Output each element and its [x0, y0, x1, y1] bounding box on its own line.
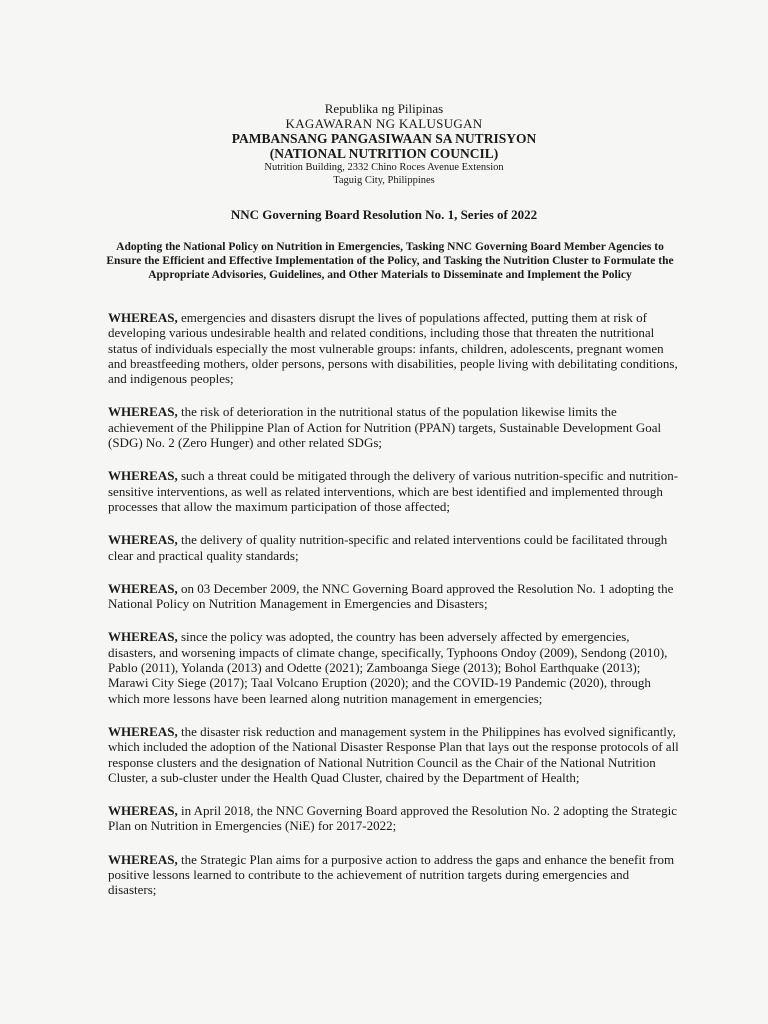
letterhead-address-line1: Nutrition Building, 2332 Chino Roces Avenue Extension — [264, 162, 504, 173]
whereas-keyword: WHEREAS, — [108, 310, 178, 325]
whereas-keyword: WHEREAS, — [108, 851, 178, 867]
document-body — [108, 310, 680, 916]
whereas-paragraph — [108, 724, 680, 785]
whereas-keyword: WHEREAS, — [108, 580, 178, 596]
letterhead-agency: PAMBANSANG PANGASIWAAN SA NUTRISYON — [231, 131, 537, 146]
whereas-keyword: WHEREAS, — [108, 629, 178, 645]
whereas-keyword: WHEREAS, — [108, 723, 178, 739]
paragraph-text: such a threat could be mitigated through the delivery of various nutrition-specific and nutrition-sensitive interventions, as well as related interventions, which are best identified and implemented through processes that allow the maximum participation of those affected; — [108, 468, 679, 514]
whereas-keyword: WHEREAS, — [108, 532, 178, 548]
whereas-keyword: WHEREAS, — [108, 404, 178, 420]
whereas-keyword: WHEREAS, — [108, 468, 178, 484]
paragraph-text: on 03 December 2009, the NNC Governing Board approved the Resolution No. 1 adopting the National Policy on Nutrition Management in Emergencies and Disasters; — [108, 580, 674, 612]
paragraph-text: since the policy was adopted, the country has been adversely affected by emergencies, disasters, and worsening impacts of climate change, specifically, Typhoons Ondoy (2009), Sendong (2010), Pablo (2011), Yolanda (2013) and Odette (2021); Zamboanga Siege (2013); Bohol Earthquake (2013); Marawi City Siege (2017); Taal Volcano Eruption (2020); and the COVID-19 Pandemic (2020), through which more lessons have been learned along nutrition management in emergencies; — [108, 629, 668, 706]
paragraph-text: the risk of deterioration in the nutritional status of the population likewise limits the achievement of the Philippine Plan of Action for Nutrition (PPAN) targets, Sustainable Development Goal (SDG) No. 2 (Zero Hunger) and other related SDGs; — [108, 404, 662, 451]
paragraph-text: emergencies and disasters disrupt the lives of populations affected, putting them at risk of developing various undesirable health and related conditions, including those that threaten the nutritional status of individuals especially the most vulnerable groups: infants, children, adolescents, pregnant women and breastfeeding mothers, older persons, persons with disabilities, people living with debilitating conditions, and indigenous peoples; — [108, 310, 678, 387]
letterhead-address-line2: Taguig City, Philippines — [333, 175, 435, 186]
paragraph-text: the disaster risk reduction and management system in the Philippines has evolved significantly, which included the adoption of the National Disaster Response Plan that lays out the response protocols of all response clusters and the designation of National Nutrition Council as the Chair of the National Nutrition Cluster, a sub-cluster under the Health Quad Cluster, chaired by the Department of Health; — [108, 723, 679, 785]
letterhead-country: Republika ng Pilipinas — [324, 101, 444, 116]
resolution-subject: Adopting the National Policy on Nutrition in Emergencies, Tasking NNC Governing Board Member Agencies to Ensure the Efficient and Effective Implementation of the Policy, and Tasking the Nutrition Cluster to Formulate the Appropriate Advisories, Guidelines, and Other Materials to Disseminate and Implement the Policy — [106, 241, 674, 281]
whereas-paragraph — [108, 310, 680, 386]
whereas-paragraph — [108, 803, 680, 834]
paragraph-text: the delivery of quality nutrition-specific and related interventions could be facilitated through clear and practical quality standards; — [108, 532, 668, 563]
whereas-paragraph — [108, 852, 680, 898]
paragraph-text: the Strategic Plan aims for a purposive action to address the gaps and enhance the benefit from positive lessons learned to contribute to the achievement of nutrition targets during emergencies and disasters; — [108, 851, 675, 898]
whereas-paragraph — [108, 532, 680, 563]
whereas-paragraph — [108, 468, 680, 514]
resolution-title: NNC Governing Board Resolution No. 1, Series of 2022 — [230, 207, 538, 222]
whereas-paragraph — [108, 629, 680, 705]
letterhead-department: KAGAWARAN NG KALUSUGAN — [285, 116, 483, 131]
paragraph-text: in April 2018, the NNC Governing Board approved the Resolution No. 2 adopting the Strategic Plan on Nutrition in Emergencies (NiE) for 2017-2022; — [108, 803, 678, 834]
whereas-paragraph — [108, 404, 680, 450]
whereas-keyword: WHEREAS, — [108, 803, 178, 819]
whereas-paragraph — [108, 581, 680, 612]
letterhead — [0, 101, 768, 187]
letterhead-agency-english: (NATIONAL NUTRITION COUNCIL) — [269, 146, 499, 161]
